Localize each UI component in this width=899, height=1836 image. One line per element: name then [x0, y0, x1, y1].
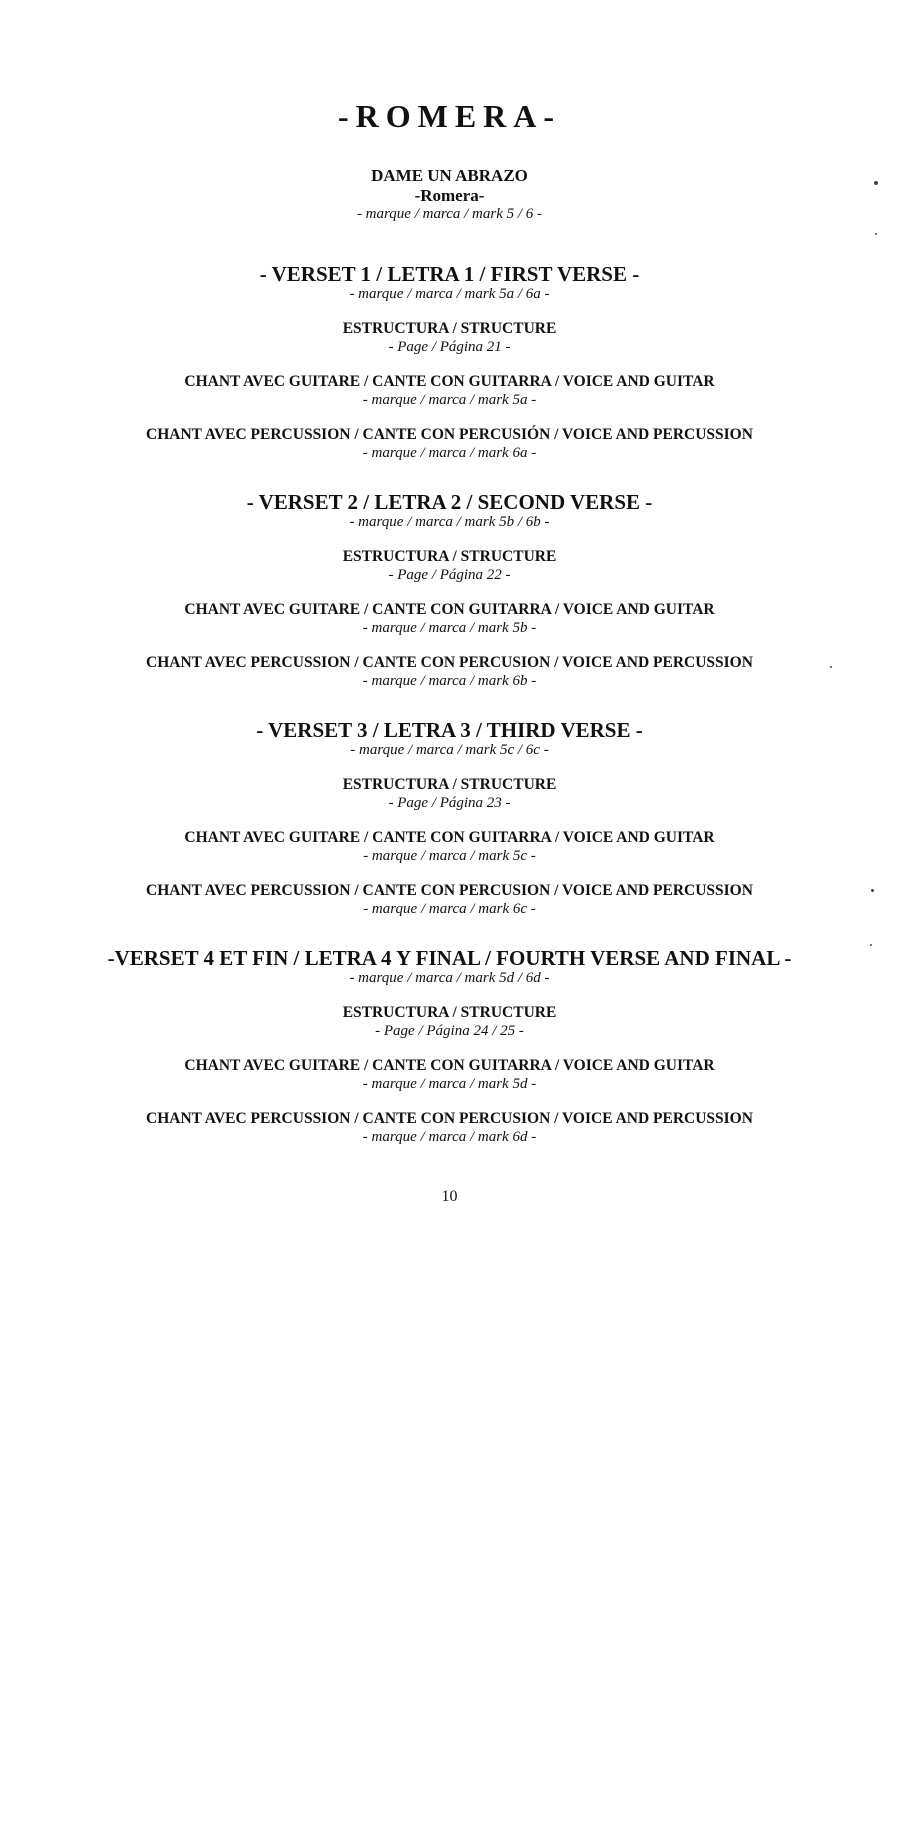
- verse-4-mark: - marque / marca / mark 5d / 6d -: [349, 970, 550, 986]
- page-number: 10: [441, 1188, 458, 1205]
- verse-2-mark: - marque / marca / mark 5b / 6b -: [349, 514, 550, 530]
- verse-3-percussion-mark: - marque / marca / mark 6c -: [363, 901, 536, 917]
- verse-4-guitar-label: CHANT AVEC GUITARE / CANTE CON GUITARRA / VOICE AND GUITAR: [184, 1057, 715, 1074]
- scan-speck: [871, 889, 874, 892]
- verse-4-guitar-mark: - marque / marca / mark 5d -: [362, 1076, 537, 1092]
- page-title: -ROMERA-: [337, 98, 562, 134]
- verse-1-percussion-label: CHANT AVEC PERCUSSION / CANTE CON PERCUSIÓN / VOICE AND PERCUSSION: [146, 426, 753, 443]
- scan-speck: [870, 944, 872, 946]
- verse-2-percussion-mark: - marque / marca / mark 6b -: [362, 673, 537, 689]
- verse-2-heading: - VERSET 2 / LETRA 2 / SECOND VERSE -: [246, 490, 653, 514]
- verse-3-heading: - VERSET 3 / LETRA 3 / THIRD VERSE -: [256, 718, 643, 742]
- verse-1-mark: - marque / marca / mark 5a / 6a -: [349, 286, 550, 302]
- verse-2-structure-label: ESTRUCTURA / STRUCTURE: [342, 548, 557, 565]
- verse-4-percussion-label: CHANT AVEC PERCUSSION / CANTE CON PERCUSION / VOICE AND PERCUSSION: [146, 1110, 753, 1127]
- verse-2-guitar-mark: - marque / marca / mark 5b -: [362, 620, 537, 636]
- verse-3-guitar-label: CHANT AVEC GUITARE / CANTE CON GUITARRA / VOICE AND GUITAR: [184, 829, 715, 846]
- verse-4-structure-ref: - Page / Página 24 / 25 -: [375, 1023, 524, 1039]
- verse-1-guitar-label: CHANT AVEC GUITARE / CANTE CON GUITARRA / VOICE AND GUITAR: [184, 373, 715, 390]
- song-subtitle: -Romera-: [414, 186, 485, 205]
- verse-3-percussion-label: CHANT AVEC PERCUSSION / CANTE CON PERCUSION / VOICE AND PERCUSSION: [146, 882, 753, 899]
- verse-4-percussion-mark: - marque / marca / mark 6d -: [362, 1129, 537, 1145]
- verse-1-structure-label: ESTRUCTURA / STRUCTURE: [342, 320, 557, 337]
- verse-4-heading: -VERSET 4 ET FIN / LETRA 4 Y FINAL / FOURTH VERSE AND FINAL -: [107, 946, 792, 970]
- verse-3-mark: - marque / marca / mark 5c / 6c -: [350, 742, 549, 758]
- scan-speck: [830, 666, 832, 668]
- verse-1-percussion-mark: - marque / marca / mark 6a -: [362, 445, 537, 461]
- verse-1-guitar-mark: - marque / marca / mark 5a -: [362, 392, 537, 408]
- verse-3-structure-ref: - Page / Página 23 -: [388, 795, 511, 811]
- verse-2-structure-ref: - Page / Página 22 -: [388, 567, 511, 583]
- verse-4-structure-label: ESTRUCTURA / STRUCTURE: [342, 1004, 557, 1021]
- song-title: DAME UN ABRAZO: [371, 166, 528, 185]
- verse-2-guitar-label: CHANT AVEC GUITARE / CANTE CON GUITARRA / VOICE AND GUITAR: [184, 601, 715, 618]
- verse-3-structure-label: ESTRUCTURA / STRUCTURE: [342, 776, 557, 793]
- scan-speck: [875, 233, 877, 235]
- song-mark: - marque / marca / mark 5 / 6 -: [356, 206, 543, 222]
- verse-1-structure-ref: - Page / Página 21 -: [388, 339, 511, 355]
- verse-3-guitar-mark: - marque / marca / mark 5c -: [363, 848, 536, 864]
- verse-1-heading: - VERSET 1 / LETRA 1 / FIRST VERSE -: [259, 262, 640, 286]
- verse-2-percussion-label: CHANT AVEC PERCUSSION / CANTE CON PERCUSION / VOICE AND PERCUSSION: [146, 654, 753, 671]
- scan-speck: [874, 181, 878, 185]
